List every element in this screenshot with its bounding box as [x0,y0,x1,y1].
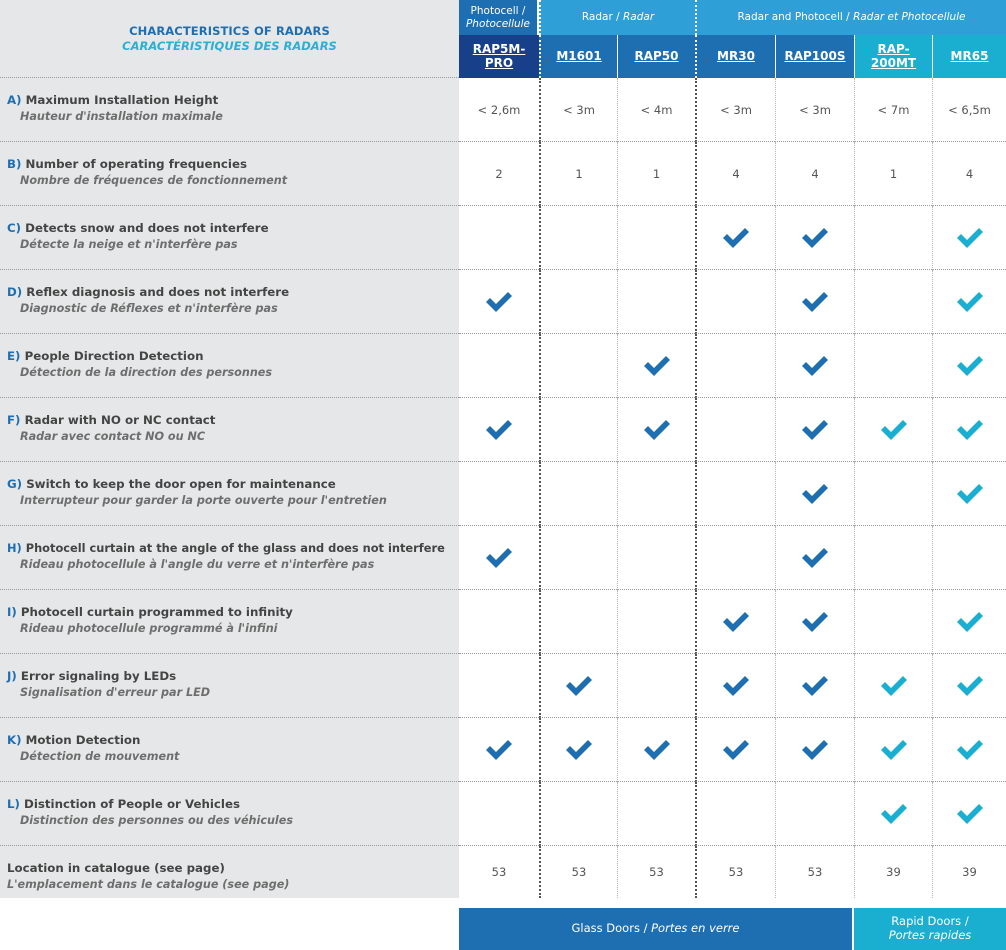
check-icon [800,739,830,761]
cell-k-m1601 [539,718,617,782]
row-label-h [0,526,459,590]
row-label-g [0,462,459,526]
check-icon [642,739,672,761]
title-fr: CARACTÉRISTIQUES DES RADARS [122,39,337,53]
row-label-en: Maximum Installation Height [25,93,219,107]
row-code: G) [7,477,23,491]
check-icon [879,739,909,761]
check-icon [879,803,909,825]
cell-c-rap5m-pro [459,206,539,270]
cell-i-mr65 [932,590,1006,654]
cell-g-mr65 [932,462,1006,526]
cell-f-m1601 [539,398,617,462]
cell-g-mr30 [695,462,775,526]
cell-k-mr65 [932,718,1006,782]
cell-e-mr65 [932,334,1006,398]
cell-j-rap50 [617,654,695,718]
cell-f-rap-200mt [854,398,932,462]
check-icon [642,419,672,441]
row-label-fr: Détection de la direction des personnes [20,366,273,379]
check-icon [955,419,985,441]
cell-l-rap-200mt [854,782,932,846]
cell-a-rap5m-pro [459,78,539,142]
cell-value: 53 [491,865,507,879]
cell-j-rap-200mt [854,654,932,718]
cell-c-mr30 [695,206,775,270]
group-head-radar: Radar / Radar [539,0,695,35]
model-header-rap-200mt [854,35,932,78]
model-name: RAP100S [784,48,846,63]
model-name: M1601 [556,48,602,63]
check-icon [721,611,751,633]
cell-value: 2 [495,166,503,181]
row-label-en: Number of operating frequencies [25,157,247,171]
model-name: MR65 [950,48,989,63]
row-label-fr: Détection de mouvement [20,750,180,763]
cell-value: 1 [889,166,898,181]
cell-c-rap-200mt [854,206,932,270]
row-code: L) [7,797,20,811]
cell-h-m1601 [539,526,617,590]
row-label-en: Switch to keep the door open for maintenance [26,477,336,491]
cell-k-rap100s [775,718,854,782]
cell-value: 1 [652,166,661,181]
check-icon [955,355,985,377]
check-icon [800,611,830,633]
cell-c-mr65 [932,206,1006,270]
row-label-b [0,142,459,206]
row-label-d [0,270,459,334]
model-name: RAP5M- [472,41,526,56]
title-en: CHARACTERISTICS OF RADARS [129,24,330,38]
row-code: D) [7,285,23,299]
cell-k-rap5m-pro [459,718,539,782]
model-name: 200MT [870,55,917,70]
row-label-a [0,78,459,142]
cell-g-rap50 [617,462,695,526]
model-name: RAP- [877,41,910,56]
model-header-rap50 [617,35,695,78]
model-header-rap100s [775,35,854,78]
check-icon [955,803,985,825]
cell-l-m1601 [539,782,617,846]
row-code: E) [7,349,21,363]
row-label-en: Detects snow and does not interfere [25,221,269,235]
model-header-mr65 [932,35,1006,78]
cell-f-rap5m-pro [459,398,539,462]
cell-h-rap-200mt [854,526,932,590]
model-header-mr30 [695,35,775,78]
row-label-fr: Nombre de fréquences de fonctionnement [20,174,288,187]
row-label-fr: Détecte la neige et n'interfère pas [20,238,238,251]
check-icon [642,355,672,377]
row-label-j [0,654,459,718]
row-code: J) [7,669,17,683]
check-icon [800,547,830,569]
row-label-fr: Interrupteur pour garder la porte ouverte pour l'entretien [20,494,387,507]
cell-value: 4 [732,166,740,181]
check-icon [721,739,751,761]
cell-value: 53 [728,865,744,879]
check-icon [800,355,830,377]
cell-i-m1601 [539,590,617,654]
row-label-e [0,334,459,398]
cell-i-mr30 [695,590,775,654]
group-head-photocell: Photocell / Photocellule [459,0,537,35]
cell-value: 39 [962,865,977,879]
cell-value: 53 [807,865,823,879]
cell-f-mr65 [932,398,1006,462]
cell-location-rap5m-pro [459,846,539,898]
cell-c-rap100s [775,206,854,270]
cell-e-rap100s [775,334,854,398]
row-code: I) [7,605,17,619]
cell-c-rap50 [617,206,695,270]
cell-k-mr30 [695,718,775,782]
model-header-m1601 [539,35,617,78]
cell-d-mr65 [932,270,1006,334]
cell-e-rap50 [617,334,695,398]
check-icon [955,739,985,761]
row-label-fr: Hauteur d'installation maximale [20,110,223,123]
check-icon [955,291,985,313]
cell-a-rap100s [775,78,854,142]
label-column [0,0,459,898]
cell-j-rap5m-pro [459,654,539,718]
cell-f-rap100s [775,398,854,462]
group-head-radar-photocell: Radar and Photocell / Radar et Photocellule [695,0,1006,35]
cell-c-m1601 [539,206,617,270]
cell-value: 53 [649,865,664,879]
check-icon [564,675,594,697]
cell-value: 53 [571,865,587,879]
cell-location-rap50 [617,846,695,898]
cell-f-rap50 [617,398,695,462]
cell-f-mr30 [695,398,775,462]
row-label-c [0,206,459,270]
row-label-en: Location in catalogue (see page) [7,861,225,875]
model-header-rap5m-pro [459,35,539,78]
check-icon [879,675,909,697]
cell-j-m1601 [539,654,617,718]
cell-g-rap5m-pro [459,462,539,526]
cell-location-mr30 [695,846,775,898]
cell-b-rap5m-pro [459,142,539,206]
cell-j-rap100s [775,654,854,718]
check-icon [484,419,514,441]
cell-i-rap100s [775,590,854,654]
cell-l-mr65 [932,782,1006,846]
check-icon [800,419,830,441]
row-label-fr: Diagnostic de Réflexes et n'interfère pas [20,302,278,315]
cell-g-rap100s [775,462,854,526]
row-label-en: Photocell curtain at the angle of the glass and does not interfere [25,541,445,555]
check-icon [955,483,985,505]
cell-k-rap50 [617,718,695,782]
row-label-l [0,782,459,846]
row-code: B) [7,157,22,171]
model-name: MR30 [717,48,755,63]
model-name: RAP50 [634,48,679,63]
cell-a-m1601 [539,78,617,142]
cell-h-mr65 [932,526,1006,590]
cell-d-mr30 [695,270,775,334]
check-icon [955,611,985,633]
cell-value: < 3m [720,102,752,117]
cell-value: 1 [575,166,583,181]
cell-l-mr30 [695,782,775,846]
check-icon [484,291,514,313]
cell-e-rap-200mt [854,334,932,398]
row-code: A) [7,93,22,107]
row-label-en: People Direction Detection [24,349,204,363]
row-label-en: Motion Detection [25,733,141,747]
cell-location-mr65 [932,846,1006,898]
row-label-en: Error signaling by LEDs [20,669,177,683]
row-label-en: Photocell curtain programmed to infinity [20,605,293,619]
cell-value: < 4m [640,102,673,117]
row-label-fr: Rideau photocellule à l'angle du verre et n'interfère pas [20,558,375,571]
row-label-k [0,718,459,782]
cell-h-rap5m-pro [459,526,539,590]
row-label-i [0,590,459,654]
table-title [0,0,459,78]
model-name: PRO [484,55,514,70]
cell-a-mr30 [695,78,775,142]
cell-e-m1601 [539,334,617,398]
row-label-fr: Rideau photocellule programmé à l'infini [20,622,278,635]
cell-h-rap50 [617,526,695,590]
cell-i-rap50 [617,590,695,654]
cell-value: < 2,6m [477,102,521,117]
cell-location-rap-200mt [854,846,932,898]
row-label-fr: Signalisation d'erreur par LED [20,686,211,699]
check-icon [800,675,830,697]
cell-h-mr30 [695,526,775,590]
cell-j-mr65 [932,654,1006,718]
cell-d-rap100s [775,270,854,334]
cell-e-mr30 [695,334,775,398]
cell-b-mr65 [932,142,1006,206]
cell-a-rap-200mt [854,78,932,142]
row-code: H) [7,541,22,555]
cell-b-m1601 [539,142,617,206]
cell-a-rap50 [617,78,695,142]
row-label-f [0,398,459,462]
footer-rapid-doors: Rapid Doors / Portes rapides [854,908,1006,950]
cell-b-mr30 [695,142,775,206]
cell-h-rap100s [775,526,854,590]
cell-d-m1601 [539,270,617,334]
cell-g-rap-200mt [854,462,932,526]
cell-value: 4 [811,166,819,181]
row-label-fr: L'emplacement dans le catalogue (see page) [7,878,290,891]
row-label-en: Radar with NO or NC contact [24,413,216,427]
check-icon [484,547,514,569]
cell-k-rap-200mt [854,718,932,782]
cell-l-rap50 [617,782,695,846]
check-icon [721,675,751,697]
cell-value: < 6,5m [948,102,991,117]
row-code: F) [7,413,21,427]
cell-d-rap50 [617,270,695,334]
cell-b-rap-200mt [854,142,932,206]
row-label-fr: Radar avec contact NO ou NC [20,430,206,443]
cell-i-rap5m-pro [459,590,539,654]
cell-d-rap-200mt [854,270,932,334]
check-icon [800,291,830,313]
footer-glass-doors: Glass Doors / Portes en verre [459,908,852,950]
row-label-en: Distinction of People or Vehicles [24,797,240,811]
cell-value: 4 [965,166,974,181]
cell-location-rap100s [775,846,854,898]
cell-location-m1601 [539,846,617,898]
cell-value: 39 [886,865,901,879]
cell-b-rap50 [617,142,695,206]
check-icon [955,227,985,249]
cell-l-rap5m-pro [459,782,539,846]
cell-e-rap5m-pro [459,334,539,398]
cell-g-m1601 [539,462,617,526]
cell-d-rap5m-pro [459,270,539,334]
row-label-en: Reflex diagnosis and does not interfere [26,285,290,299]
row-code: C) [7,221,22,235]
check-icon [879,419,909,441]
cell-value: < 7m [877,102,910,117]
check-icon [800,483,830,505]
row-code: K) [7,733,22,747]
check-icon [800,227,830,249]
row-label-location [0,846,459,898]
cell-l-rap100s [775,782,854,846]
cell-value: < 3m [799,102,831,117]
cell-i-rap-200mt [854,590,932,654]
check-icon [564,739,594,761]
check-icon [484,739,514,761]
cell-a-mr65 [932,78,1006,142]
check-icon [721,227,751,249]
check-icon [955,675,985,697]
cell-b-rap100s [775,142,854,206]
cell-value: < 3m [563,102,595,117]
row-label-fr: Distinction des personnes ou des véhicules [20,814,294,827]
cell-j-mr30 [695,654,775,718]
